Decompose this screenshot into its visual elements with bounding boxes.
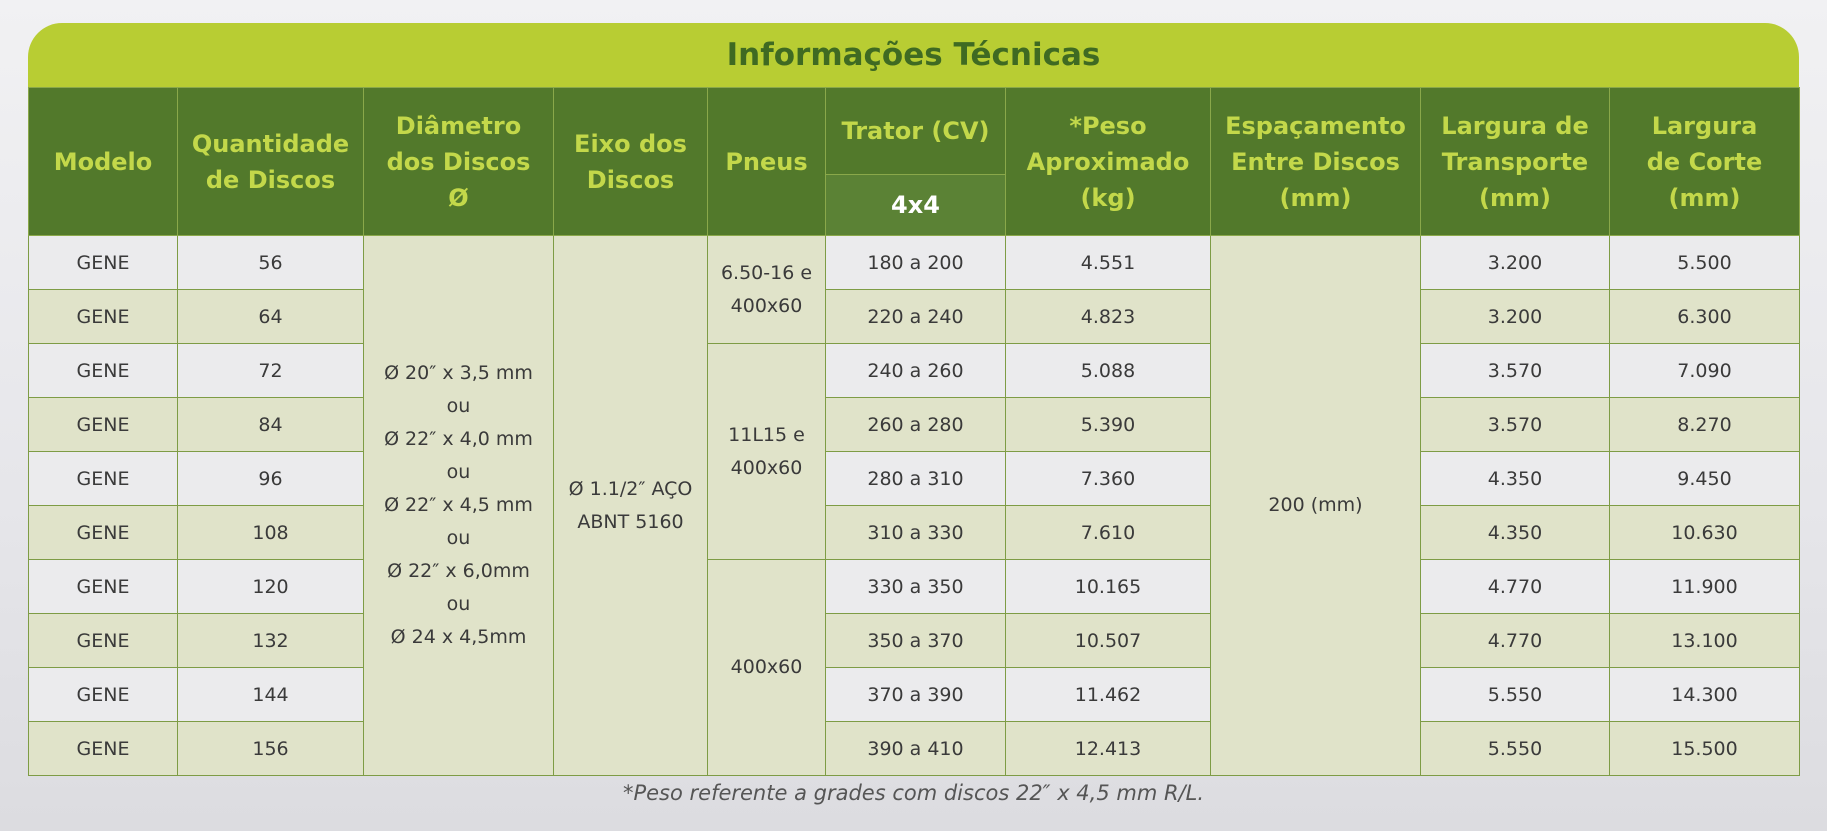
cell-transporte: 4.350 [1421,506,1610,560]
table-row [29,290,1800,344]
cell-trator: 330 a 350 [826,560,1006,614]
cell-peso: 12.413 [1006,722,1211,776]
cell-quantidade: 84 [178,398,364,452]
table-row [29,722,1800,776]
cell-corte: 5.500 [1610,236,1800,290]
footnote: *Peso referente a grades com discos 22″ x 4,5 mm R/L. [622,781,1205,805]
cell-quantidade: 64 [178,290,364,344]
cell-quantidade: 96 [178,452,364,506]
cell-quantidade: 144 [178,668,364,722]
cell-pneus-group-2: 11L15 e 400x60 [708,344,826,560]
cell-diametro-merged: Ø 20″ x 3,5 mm ou Ø 22″ x 4,0 mm ou Ø 22″ x 4,5 mm ou Ø 22″ x 6,0mm ou Ø 24 x 4,5mm [364,236,554,776]
header-quantidade: Quantidade de Discos [178,88,364,236]
cell-corte: 6.300 [1610,290,1800,344]
spec-table [28,87,1800,776]
cell-modelo: GENE [29,344,178,398]
cell-peso: 5.390 [1006,398,1211,452]
cell-modelo: GENE [29,668,178,722]
table-row [29,344,1800,398]
cell-modelo: GENE [29,506,178,560]
cell-peso: 4.823 [1006,290,1211,344]
cell-modelo: GENE [29,290,178,344]
header-corte: Largura de Corte (mm) [1610,88,1800,236]
header-pneus: Pneus [708,88,826,236]
cell-trator: 240 a 260 [826,344,1006,398]
cell-corte: 14.300 [1610,668,1800,722]
cell-transporte: 4.770 [1421,560,1610,614]
cell-transporte: 5.550 [1421,722,1610,776]
cell-transporte: 5.550 [1421,668,1610,722]
cell-peso: 4.551 [1006,236,1211,290]
cell-espacamento-merged: 200 (mm) [1211,236,1421,776]
cell-eixo-merged: Ø 1.1/2″ AÇO ABNT 5160 [554,236,708,776]
table-row [29,452,1800,506]
cell-peso: 7.610 [1006,506,1211,560]
cell-modelo: GENE [29,560,178,614]
cell-quantidade: 156 [178,722,364,776]
cell-trator: 310 a 330 [826,506,1006,560]
cell-corte: 13.100 [1610,614,1800,668]
cell-transporte: 4.770 [1421,614,1610,668]
header-modelo: Modelo [29,88,178,236]
header-transporte: Largura de Transporte (mm) [1421,88,1610,236]
cell-trator: 350 a 370 [826,614,1006,668]
cell-modelo: GENE [29,614,178,668]
cell-peso: 7.360 [1006,452,1211,506]
cell-quantidade: 120 [178,560,364,614]
header-diametro: Diâmetro dos Discos Ø [364,88,554,236]
header-peso: *Peso Aproximado (kg) [1006,88,1211,236]
cell-peso: 11.462 [1006,668,1211,722]
cell-transporte: 3.200 [1421,236,1610,290]
header-espacamento: Espaçamento Entre Discos (mm) [1211,88,1421,236]
cell-quantidade: 56 [178,236,364,290]
cell-trator: 220 a 240 [826,290,1006,344]
cell-peso: 10.165 [1006,560,1211,614]
cell-transporte: 3.200 [1421,290,1610,344]
cell-transporte: 3.570 [1421,398,1610,452]
cell-corte: 10.630 [1610,506,1800,560]
table-row [29,398,1800,452]
cell-trator: 370 a 390 [826,668,1006,722]
cell-modelo: GENE [29,398,178,452]
cell-modelo: GENE [29,236,178,290]
table-row [29,614,1800,668]
header-trator-4x4: 4x4 [826,175,1006,236]
cell-modelo: GENE [29,452,178,506]
table-row [29,560,1800,614]
cell-quantidade: 72 [178,344,364,398]
cell-corte: 15.500 [1610,722,1800,776]
cell-corte: 7.090 [1610,344,1800,398]
cell-peso: 5.088 [1006,344,1211,398]
cell-trator: 180 a 200 [826,236,1006,290]
cell-quantidade: 132 [178,614,364,668]
cell-corte: 8.270 [1610,398,1800,452]
header-eixo: Eixo dos Discos [554,88,708,236]
table-row [29,668,1800,722]
cell-peso: 10.507 [1006,614,1211,668]
spec-table-container [28,23,1799,776]
cell-trator: 260 a 280 [826,398,1006,452]
header-trator: Trator (CV) [826,88,1006,175]
table-row [29,506,1800,560]
table-row [29,236,1800,290]
cell-trator: 280 a 310 [826,452,1006,506]
cell-transporte: 3.570 [1421,344,1610,398]
cell-transporte: 4.350 [1421,452,1610,506]
cell-modelo: GENE [29,722,178,776]
table-title: Informações Técnicas [28,23,1799,87]
cell-trator: 390 a 410 [826,722,1006,776]
cell-pneus-group-3: 400x60 [708,560,826,776]
cell-quantidade: 108 [178,506,364,560]
cell-corte: 11.900 [1610,560,1800,614]
cell-corte: 9.450 [1610,452,1800,506]
cell-pneus-group-1: 6.50-16 e 400x60 [708,236,826,344]
